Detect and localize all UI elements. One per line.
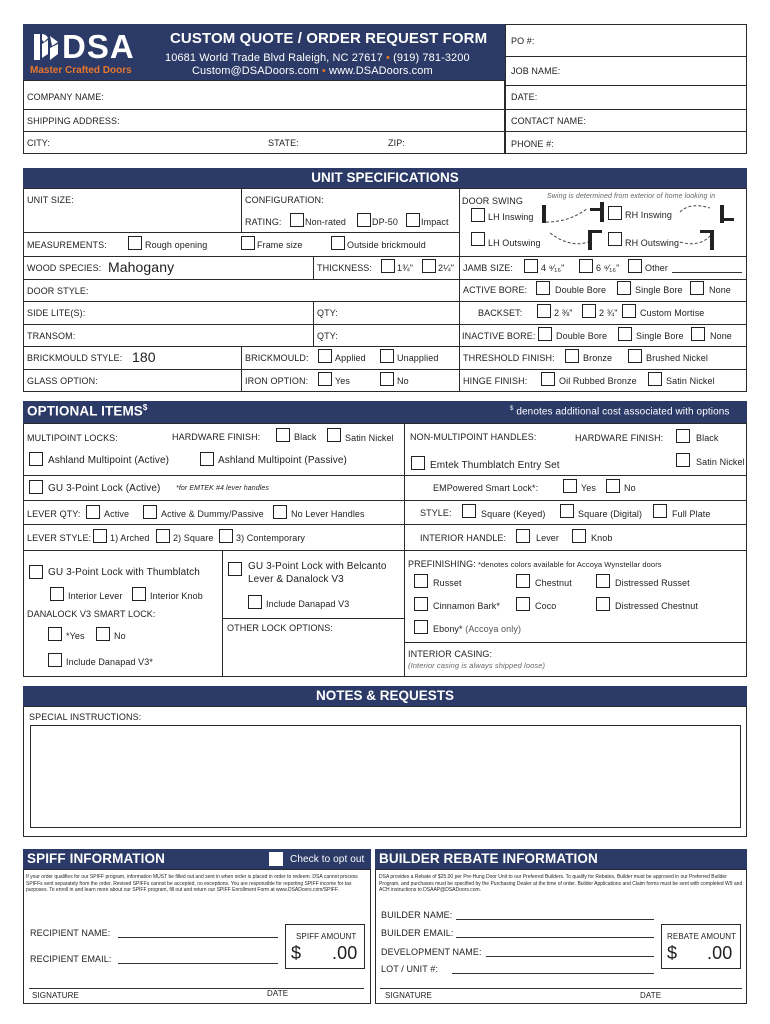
lever-style-label: LEVER STYLE: (27, 533, 92, 543)
jamb-1-label: 4 ⁹⁄₁₆" (541, 263, 565, 273)
thickness-2-label: 2¼" (438, 263, 455, 273)
nm-black-checkbox[interactable] (676, 429, 690, 443)
non-rated-label: Non-rated (305, 217, 346, 227)
bronze-checkbox[interactable] (565, 349, 579, 363)
active-single-bore-checkbox[interactable] (617, 281, 631, 295)
iron-no-label: No (397, 376, 409, 386)
non-rated-checkbox[interactable] (290, 213, 304, 227)
casing-note: (Interior casing is always shipped loose) (408, 661, 546, 670)
backset-2-label: 2 ¾" (599, 308, 618, 318)
recipient-name-label: RECIPIENT NAME: (30, 928, 111, 938)
inactive-single-bore-label: Single Bore (636, 331, 684, 341)
glass-option-label: GLASS OPTION: (27, 376, 98, 386)
impact-checkbox[interactable] (406, 213, 420, 227)
wood-species-value[interactable]: Mahogany (108, 259, 175, 275)
rebate-amount-value: .00 (707, 943, 733, 963)
unapplied-checkbox[interactable] (380, 349, 394, 363)
active-single-bore-label: Single Bore (635, 285, 683, 295)
spiff-amount-value: .00 (332, 943, 358, 963)
cost-note-text: denotes additional cost associated with options (516, 406, 730, 418)
gu3-belcanto-label-1: GU 3-Point Lock with Belcanto (248, 561, 387, 572)
active-none-checkbox[interactable] (690, 281, 704, 295)
brickmould-style-value[interactable]: 180 (132, 349, 156, 365)
contemporary-label: 3) Contemporary (236, 533, 306, 543)
russet-checkbox[interactable] (414, 574, 428, 588)
distressed-chestnut-label: Distressed Chestnut (615, 601, 698, 611)
handle-knob-checkbox[interactable] (572, 529, 586, 543)
job-name-field[interactable]: JOB NAME: (511, 66, 561, 76)
ashland-active-label: Ashland Multipoint (Active) (48, 455, 170, 466)
danalock-label: DANALOCK V3 SMART LOCK: (27, 609, 156, 619)
jamb-other-label: Other (645, 263, 669, 273)
russet-label: Russet (433, 578, 462, 588)
company-name-field[interactable]: COMPANY NAME: (27, 92, 104, 102)
spiff-title: SPIFF INFORMATION (27, 851, 165, 866)
lot-unit-input[interactable] (452, 973, 654, 974)
backset-2-checkbox[interactable] (582, 304, 596, 318)
include-danapad-star-label: Include Danapad V3* (66, 657, 153, 667)
rough-opening-label: Rough opening (145, 240, 208, 250)
swing-note: Swing is determined from exterior of home looking in (547, 193, 716, 200)
frame-size-checkbox[interactable] (241, 236, 255, 250)
measurements-label: MEASUREMENTS: (27, 240, 107, 250)
rh-outswing-label: RH Outswing (625, 238, 680, 248)
lot-unit-label: LOT / UNIT #: (381, 964, 438, 974)
oil-rubbed-bronze-label: Oil Rubbed Bronze (559, 376, 637, 386)
transom-label: TRANSOM: (27, 331, 76, 341)
lever-active-dummy-checkbox[interactable] (143, 505, 157, 519)
threshold-finish-label: THRESHOLD FINISH: (463, 353, 555, 363)
nm-satin-nickel-checkbox[interactable] (676, 453, 690, 467)
gu3-active-label: GU 3-Point Lock (Active) (48, 483, 161, 494)
configuration-label: CONFIGURATION: (245, 195, 324, 205)
no-lever-label: No Lever Handles (291, 509, 365, 519)
spiff-opt-out-label: Check to opt out (290, 854, 365, 865)
square-keyed-checkbox[interactable] (462, 504, 476, 518)
unit-size-label: UNIT SIZE: (27, 195, 74, 205)
brickmould-style-label: BRICKMOULD STYLE: (27, 353, 123, 363)
bronze-label: Bronze (583, 353, 613, 363)
spiff-body: If your order qualifies for our SPIFF program, information MUST be filled out and sent in when order is placed in order to redeem. DSA cannot process SPIFFs sent separately from the order. Revised SPIFFs cannot be accepted, no exceptions. You are responsible for reporting SPIFF income for tax purposes. To enroll in and learn more about our SPIFF program, fill out and return our SPIFF Enrollment Form at www.DSADoors.com/SPIFF. (26, 874, 358, 894)
mp-black-checkbox[interactable] (276, 428, 290, 442)
backset-1-label: 2 ⅜" (554, 308, 573, 318)
brushed-nickel-label: Brushed Nickel (646, 353, 708, 363)
recipient-email-label: RECIPIENT EMAIL: (30, 954, 112, 964)
contemporary-checkbox[interactable] (219, 529, 233, 543)
inactive-bore-label: INACTIVE BORE: (462, 331, 536, 341)
rebate-date-label: DATE (640, 991, 662, 1000)
interior-knob-checkbox[interactable] (132, 587, 146, 601)
lh-outswing-label: LH Outswing (488, 238, 541, 248)
logo-tagline: Master Crafted Doors (30, 65, 132, 76)
active-bore-label: ACTIVE BORE: (463, 285, 528, 295)
header-website: www.DSADoors.com (329, 65, 433, 77)
backset-1-checkbox[interactable] (537, 304, 551, 318)
recipient-email-input[interactable] (118, 963, 278, 964)
header-phone: (919) 781-3200 (393, 52, 470, 64)
shipping-address-field[interactable]: SHIPPING ADDRESS: (27, 116, 120, 126)
door-swing-label: DOOR SWING (462, 196, 523, 206)
ashland-passive-label: Ashland Multipoint (Passive) (218, 455, 347, 466)
builder-email-input[interactable] (456, 937, 654, 938)
danalock-no-label: No (114, 631, 126, 641)
notes-title: NOTES & REQUESTS (23, 686, 747, 706)
thickness-2-checkbox[interactable] (422, 259, 436, 273)
lh-outswing-checkbox[interactable] (471, 232, 485, 246)
arched-checkbox[interactable] (93, 529, 107, 543)
dsa-logo (28, 30, 153, 76)
danalock-no-checkbox[interactable] (96, 627, 110, 641)
development-label: DEVELOPMENT NAME: (381, 947, 482, 957)
mp-satin-nickel-label: Satin Nickel (345, 433, 394, 443)
distressed-chestnut-checkbox[interactable] (596, 597, 610, 611)
lh-inswing-label: LH Inswing (488, 212, 534, 222)
lever-active-checkbox[interactable] (86, 505, 100, 519)
inactive-double-bore-checkbox[interactable] (538, 327, 552, 341)
coco-label: Coco (535, 601, 557, 611)
wood-species-label: WOOD SPECIES: (27, 263, 102, 273)
interior-lever-label: Interior Lever (68, 591, 123, 601)
dp50-checkbox[interactable] (357, 213, 371, 227)
square-digital-checkbox[interactable] (560, 504, 574, 518)
thickness-1-label: 1¾" (397, 263, 414, 273)
form-title: CUSTOM QUOTE / ORDER REQUEST FORM (170, 30, 488, 47)
iron-option-label: IRON OPTION: (245, 376, 309, 386)
distressed-russet-checkbox[interactable] (596, 574, 610, 588)
nm-satin-nickel-label: Satin Nickel (696, 457, 745, 467)
nm-black-label: Black (696, 433, 719, 443)
custom-mortise-label: Custom Mortise (640, 308, 705, 318)
active-none-label: None (709, 285, 731, 295)
chestnut-checkbox[interactable] (516, 574, 530, 588)
mp-black-label: Black (294, 432, 317, 442)
optional-items-title-sup: $ (142, 403, 148, 412)
cost-note-sup: $ (510, 406, 514, 412)
oil-rubbed-bronze-checkbox[interactable] (541, 372, 555, 386)
full-plate-checkbox[interactable] (653, 504, 667, 518)
empowered-no-checkbox[interactable] (606, 479, 620, 493)
rebate-amount-label: REBATE AMOUNT (667, 932, 737, 941)
no-lever-checkbox[interactable] (273, 505, 287, 519)
multipoint-locks-label: MULTIPOINT LOCKS: (27, 433, 118, 443)
gu3-belcanto-label-2: Lever & Danalock V3 (248, 574, 344, 585)
square-digital-label: Square (Digital) (578, 509, 643, 519)
phone-field[interactable]: PHONE #: (511, 139, 554, 149)
logo-text: DSA (62, 28, 135, 65)
dp50-label: DP-50 (372, 217, 399, 227)
rebate-body: DSA provides a Rebate of $25.00 per Pre-Hung Door Unit to our Preferred Builders. To qualify for Rebates, Builder must be approved in our Preferred Builder Program, and purchases must be specified by the Purchasing Dealer at the time of order. Builder Applications and Claim forms must be sent with completed W9 and ACH instructions to DSAAP@DSADoors.com. (379, 874, 743, 894)
spiff-amount-label: SPIFF AMOUNT (296, 932, 357, 941)
impact-label: Impact (421, 217, 449, 227)
arched-label: 1) Arched (110, 533, 150, 543)
bullet-2: • (321, 65, 326, 77)
builder-email-label: BUILDER EMAIL: (381, 928, 454, 938)
rebate-signature-label: SIGNATURE (385, 991, 432, 1000)
ebony-checkbox[interactable] (414, 620, 428, 634)
date-field[interactable]: DATE: (511, 92, 538, 102)
applied-label: Applied (335, 353, 366, 363)
custom-mortise-checkbox[interactable] (622, 304, 636, 318)
rebate-title: BUILDER REBATE INFORMATION (379, 851, 598, 866)
other-lock-options-label: OTHER LOCK OPTIONS: (227, 623, 333, 633)
bullet-1: • (385, 52, 390, 64)
backset-label: BACKSET: (478, 308, 523, 318)
iron-yes-label: Yes (335, 376, 350, 386)
thickness-1-checkbox[interactable] (381, 259, 395, 273)
active-double-bore-label: Double Bore (555, 285, 607, 295)
unit-specs-title: UNIT SPECIFICATIONS (23, 168, 747, 188)
inactive-none-checkbox[interactable] (691, 327, 705, 341)
lh-inswing-checkbox[interactable] (471, 208, 485, 222)
chestnut-label: Chestnut (535, 578, 572, 588)
lever-active-label: Active (104, 509, 130, 519)
distressed-russet-label: Distressed Russet (615, 578, 690, 588)
lever-active-dummy-label: Active & Dummy/Passive (161, 509, 264, 519)
zip-field[interactable]: ZIP: (388, 138, 405, 148)
transom-qty-label: QTY: (317, 331, 338, 341)
gu3-thumblatch-checkbox[interactable] (29, 565, 43, 579)
full-plate-label: Full Plate (672, 509, 711, 519)
header-address-line (165, 52, 470, 64)
nm-hardware-finish-label: HARDWARE FINISH: (575, 433, 664, 443)
rebate-dollar: $ (667, 943, 678, 963)
door-swing-diagram-icon (540, 200, 740, 254)
side-lites-label: SIDE LITE(S): (27, 308, 86, 318)
recipient-name-input[interactable] (118, 937, 278, 938)
cinnamon-bark-label: Cinnamon Bark* (433, 601, 500, 611)
empowered-no-label: No (624, 483, 636, 493)
header-address: 10681 World Trade Blvd Raleigh, NC 27617 (165, 52, 383, 64)
frame-size-label: Frame size (257, 240, 303, 250)
include-danapad-checkbox[interactable] (248, 595, 262, 609)
dsa-logo-mark-icon (32, 32, 60, 62)
handle-knob-label: Knob (591, 533, 613, 543)
square-keyed-label: Square (Keyed) (481, 509, 546, 519)
optional-items-title (27, 403, 147, 419)
jamb-1-checkbox[interactable] (524, 259, 538, 273)
development-input[interactable] (486, 956, 654, 957)
empowered-yes-checkbox[interactable] (563, 479, 577, 493)
ebony-text: Ebony* (433, 624, 463, 634)
inactive-double-bore-label: Double Bore (556, 331, 608, 341)
rh-inswing-label: RH Inswing (625, 210, 673, 220)
hinge-finish-label: HINGE FINISH: (463, 376, 528, 386)
non-multipoint-label: NON-MULTIPOINT HANDLES: (410, 432, 537, 442)
gu3-thumblatch-label: GU 3-Point Lock with Thumblatch (48, 567, 200, 578)
header-grid (505, 24, 747, 154)
header-email: Custom@DSADoors.com (192, 65, 319, 77)
emtek-thumblatch-label: Emtek Thumblatch Entry Set (430, 460, 560, 471)
applied-checkbox[interactable] (318, 349, 332, 363)
danalock-yes-checkbox[interactable] (48, 627, 62, 641)
ashland-active-checkbox[interactable] (29, 452, 43, 466)
outside-brickmould-checkbox[interactable] (331, 236, 345, 250)
jamb-2-checkbox[interactable] (579, 259, 593, 273)
jamb-size-label: JAMB SIZE: (463, 263, 514, 273)
city-field[interactable]: CITY: (27, 138, 51, 148)
ebony-label (433, 624, 521, 634)
builder-name-label: BUILDER NAME: (381, 910, 453, 920)
optional-items-title-text: OPTIONAL ITEMS (27, 403, 143, 419)
lever-qty-label: LEVER QTY: (27, 509, 81, 519)
iron-no-checkbox[interactable] (380, 372, 394, 386)
inactive-single-bore-checkbox[interactable] (618, 327, 632, 341)
iron-yes-checkbox[interactable] (318, 372, 332, 386)
jamb-other-checkbox[interactable] (628, 259, 642, 273)
empowered-yes-label: Yes (581, 483, 596, 493)
inactive-none-label: None (710, 331, 732, 341)
empowered-label: EMPowered Smart Lock*: (433, 483, 539, 493)
hinge-satin-nickel-label: Satin Nickel (666, 376, 715, 386)
header-contact-line (192, 65, 433, 77)
prefinishing-note: *denotes colors available for Accoya Wynstellar doors (478, 560, 662, 569)
square-label: 2) Square (173, 533, 214, 543)
outside-brickmould-label: Outside brickmould (347, 240, 426, 250)
interior-casing-label: INTERIOR CASING: (408, 649, 493, 659)
mp-satin-nickel-checkbox[interactable] (327, 428, 341, 442)
contact-name-field[interactable]: CONTACT NAME: (511, 116, 586, 126)
hinge-satin-nickel-checkbox[interactable] (648, 372, 662, 386)
emtek-thumblatch-checkbox[interactable] (411, 456, 425, 470)
prefinishing-label: PREFINISHING: (408, 559, 476, 569)
include-danapad-label: Include Danapad V3 (266, 599, 350, 609)
brickmould-label: BRICKMOULD: (245, 353, 309, 363)
spiff-date-label: DATE (267, 989, 289, 998)
style-label: STYLE: (420, 508, 452, 518)
accoya-only-text: (Accoya only) (465, 624, 522, 634)
interior-handle-label: INTERIOR HANDLE: (420, 533, 507, 543)
spiff-opt-out-checkbox[interactable] (269, 852, 283, 866)
coco-checkbox[interactable] (516, 597, 530, 611)
state-field[interactable]: STATE: (268, 138, 299, 148)
builder-name-input[interactable] (456, 919, 654, 920)
special-instructions-label: SPECIAL INSTRUCTIONS: (29, 712, 142, 722)
brushed-nickel-checkbox[interactable] (628, 349, 642, 363)
include-danapad-star-checkbox[interactable] (48, 653, 62, 667)
door-style-label: DOOR STYLE: (27, 286, 89, 296)
rough-opening-checkbox[interactable] (128, 236, 142, 250)
handle-lever-label: Lever (536, 533, 560, 543)
po-field[interactable]: PO #: (511, 36, 535, 46)
mp-hardware-finish-label: HARDWARE FINISH: (172, 432, 261, 442)
interior-knob-label: Interior Knob (150, 591, 203, 601)
rating-label: RATING: (245, 217, 282, 227)
gu3-active-checkbox[interactable] (29, 480, 43, 494)
special-instructions-input[interactable] (30, 725, 741, 828)
danalock-yes-label: *Yes (66, 631, 85, 641)
gu3-note: *for EMTEK #4 lever handles (176, 485, 269, 492)
jamb-2-label: 6 ⁹⁄₁₆" (596, 263, 620, 273)
cost-note (510, 406, 730, 417)
spiff-signature-label: SIGNATURE (32, 991, 79, 1000)
interior-lever-checkbox[interactable] (50, 587, 64, 601)
handle-lever-checkbox[interactable] (516, 529, 530, 543)
active-double-bore-checkbox[interactable] (536, 281, 550, 295)
spiff-dollar: $ (291, 943, 302, 963)
ashland-passive-checkbox[interactable] (200, 452, 214, 466)
gu3-belcanto-checkbox[interactable] (228, 562, 242, 576)
square-checkbox[interactable] (156, 529, 170, 543)
side-lites-qty-label: QTY: (317, 308, 338, 318)
cinnamon-bark-checkbox[interactable] (414, 597, 428, 611)
thickness-label: THICKNESS: (317, 263, 373, 273)
unapplied-label: Unapplied (397, 353, 439, 363)
